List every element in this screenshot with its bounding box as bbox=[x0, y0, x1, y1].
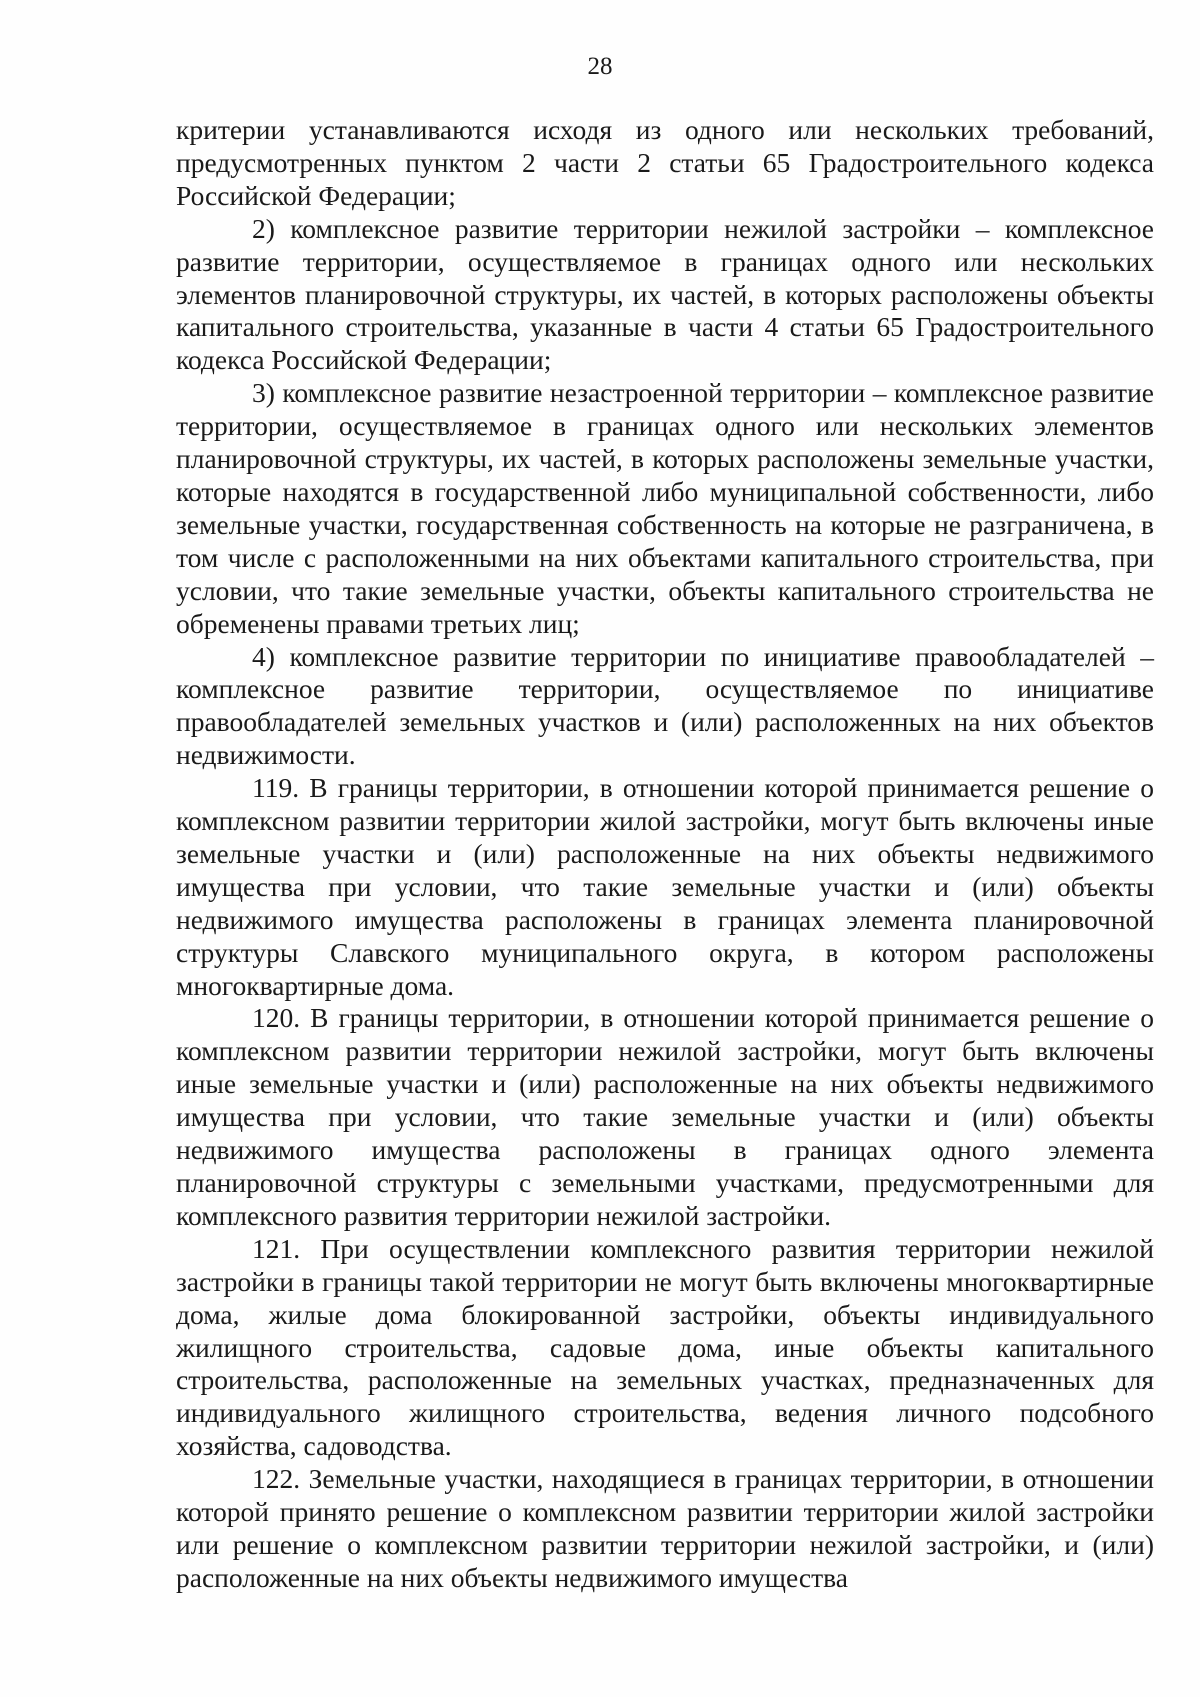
paragraph-item-4: 4) комплексное развитие территории по инициативе правообладателей – комплексное развитие территории, осуществляемое по инициативе правообладателей земельных участков и (или) расположенных на них объектов недвижимости. bbox=[176, 640, 1154, 771]
paragraph-item-2: 2) комплексное развитие территории нежилой застройки – комплексное развитие территории, осуществляемое в границах одного или нескольких элементов планировочной структуры, их частей, в которых расположены объекты капитального строительства, указанные в части 4 статьи 65 Градостроительного кодекса Российской Федерации; bbox=[176, 212, 1154, 376]
paragraph-120: 120. В границы территории, в отношении которой принимается решение о комплексном развитии территории нежилой застройки, могут быть включены иные земельные участки и (или) расположенные на них объекты недвижимого имущества при условии, что такие земельные участки и (или) объекты недвижимого имущества расположены в границах одного элемента планировочной структуры с земельными участками, предусмотренными для комплексного развития территории нежилой застройки. bbox=[176, 1002, 1154, 1231]
paragraph-item-3: 3) комплексное развитие незастроенной территории – комплексное развитие территории, осуществляемое в границах одного или нескольких элементов планировочной структуры, их частей, в которых расположены земельные участки, которые находятся в государственной либо муниципальной собственности, либо земельные участки, государственная собственность на которые не разграничена, в том числе с расположенными на них объектами капитального строительства, при условии, что такие земельные участки, объекты капитального строительства не обременены правами третьих лиц; bbox=[176, 377, 1154, 639]
paragraph-continuation: критерии устанавливаются исходя из одного или нескольких требований, предусмотренных пунктом 2 части 2 статьи 65 Градостроительного кодекса Российской Федерации; bbox=[176, 114, 1154, 211]
paragraph-121: 121. При осуществлении комплексного развития территории нежилой застройки в границы такой территории не могут быть включены многоквартирные дома, жилые дома блокированной застройки, объекты индивидуального жилищного строительства, садовые дома, иные объекты капитального строительства, расположенные на земельных участках, предназначенных для индивидуального жилищного строительства, ведения личного подсобного хозяйства, садоводства. bbox=[176, 1232, 1154, 1462]
document-body bbox=[176, 114, 1154, 1595]
page-number: 28 bbox=[587, 53, 613, 80]
paragraph-119: 119. В границы территории, в отношении которой принимается решение о комплексном развитии территории жилой застройки, могут быть включены иные земельные участки и (или) расположенные на них объекты недвижимого имущества при условии, что такие земельные участки и (или) объекты недвижимого имущества расположены в границах элемента планировочной структуры Славского муниципального округа, в котором расположены многоквартирные дома. bbox=[176, 772, 1154, 1001]
paragraph-122: 122. Земельные участки, находящиеся в границах территории, в отношении которой принято решение о комплексном развитии территории жилой застройки или решение о комплексном развитии территории нежилой застройки, и (или) расположенные на них объекты недвижимого имущества bbox=[176, 1463, 1154, 1593]
